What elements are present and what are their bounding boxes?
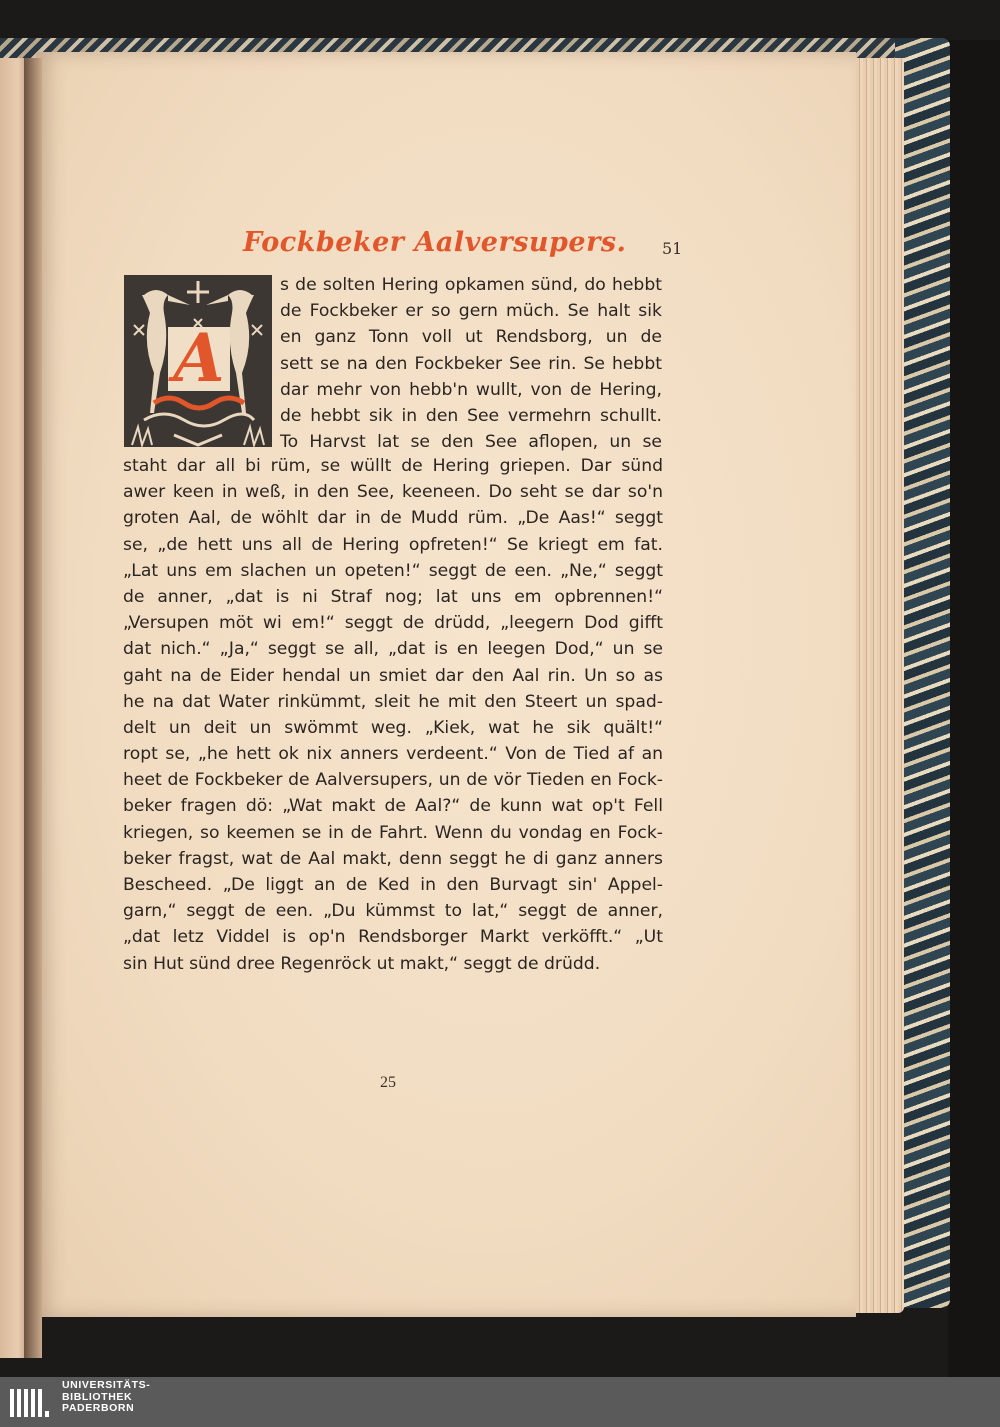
text-line: en ganz Tonn voll ut Rendsborg, un de — [280, 327, 662, 348]
text-line: beker fragst, wat de Aal makt, denn seggt he di ganz anners — [123, 848, 663, 869]
library-name — [62, 1380, 150, 1415]
paragraph-opening — [280, 272, 662, 455]
text-line: s de solten Hering opkamen sünd, do hebbt — [280, 275, 662, 295]
page-gutter — [24, 58, 42, 1358]
library-name-line2: BIBLIOTHEK — [62, 1390, 133, 1403]
decorated-initial — [124, 275, 272, 447]
library-logo-icon — [8, 1385, 50, 1421]
text-line: heet de Fockbeker de Aalversupers, un de vör Tieden en Fock- — [123, 770, 663, 791]
initial-letter: A — [173, 319, 225, 397]
text-line: de anner, „dat is ni Straf nog; lat uns em opbrennen!“ — [123, 586, 663, 607]
text-line: awer keen in weß, in den See, keeneen. Do seht se dar so'n — [123, 482, 663, 503]
text-line: de hebbt sik in den See vermehrn schullt. — [280, 405, 662, 426]
text-line: dar mehr von hebb'n wullt, von de Hering, — [280, 379, 662, 400]
text-line: To Harvst lat se den See aflopen, un se — [280, 432, 662, 453]
library-name-line1: UNIVERSITÄTS- — [62, 1379, 151, 1391]
text-line: „Lat uns em slachen un opeten!“ seggt de een. „Ne,“ seggt — [123, 560, 663, 581]
folio-number: 25 — [380, 1074, 396, 1091]
text-line: staht dar all bi rüm, se wüllt de Hering griepen. Dar sünd — [123, 456, 663, 476]
background-shadow — [948, 40, 1000, 1377]
text-line: ropt se, „he hett ok nix anners verdeent.“ Von de Tied af an — [123, 744, 663, 765]
text-line: „Versupen möt wi em!“ seggt de drüdd, „leegern Dod gifft — [123, 613, 663, 634]
text-line: dat nich.“ „Ja,“ seggt se all, „dat is en leegen Dod,“ un se — [123, 639, 663, 660]
text-line: beker fragen dö: „Wat makt de Aal?“ de kunn wat op't Fell — [123, 796, 663, 817]
paragraph-body — [123, 453, 663, 977]
text-line: de Fockbeker er so gern müch. Se halt sik — [280, 301, 662, 322]
text-line: gaht na de Eider hendal un smiet dar den Aal rin. Un so as — [123, 665, 663, 686]
page-number: 51 — [662, 239, 683, 258]
text-line: sin Hut sünd dree Regenröck ut makt,“ seggt de drüdd. — [123, 953, 601, 974]
text-line: he na dat Water rinkümmt, sleit he mit den Steert un spad- — [123, 691, 663, 712]
text-line: sett se na den Fockbeker See rin. Se hebbt — [280, 353, 662, 374]
text-line: delt un deit un swömmt weg. „Kiek, wat he sik quält!“ — [123, 717, 663, 738]
text-line: groten Aal, de wöhlt dar in de Mudd rüm. „De Aas!“ seggt — [123, 508, 663, 529]
chapter-title: Fockbeker Aalversupers. — [243, 227, 627, 258]
text-line: se, „de hett uns all de Hering opfreten!“ Se kriegt em fat. — [123, 534, 663, 555]
text-line: Bescheed. „De liggt an de Ked in den Burvagt sin' Appel- — [123, 875, 663, 895]
text-line: „dat letz Viddel is op'n Rendsborger Markt verköfft.“ „Ut — [123, 927, 663, 948]
text-line: kriegen, so keemen se in de Fahrt. Wenn du vondag en Fock- — [123, 822, 663, 843]
library-name-line3: PADERBORN — [62, 1402, 135, 1414]
text-line: garn,“ seggt de een. „Du kümmst to lat,“ seggt de anner, — [123, 901, 663, 922]
